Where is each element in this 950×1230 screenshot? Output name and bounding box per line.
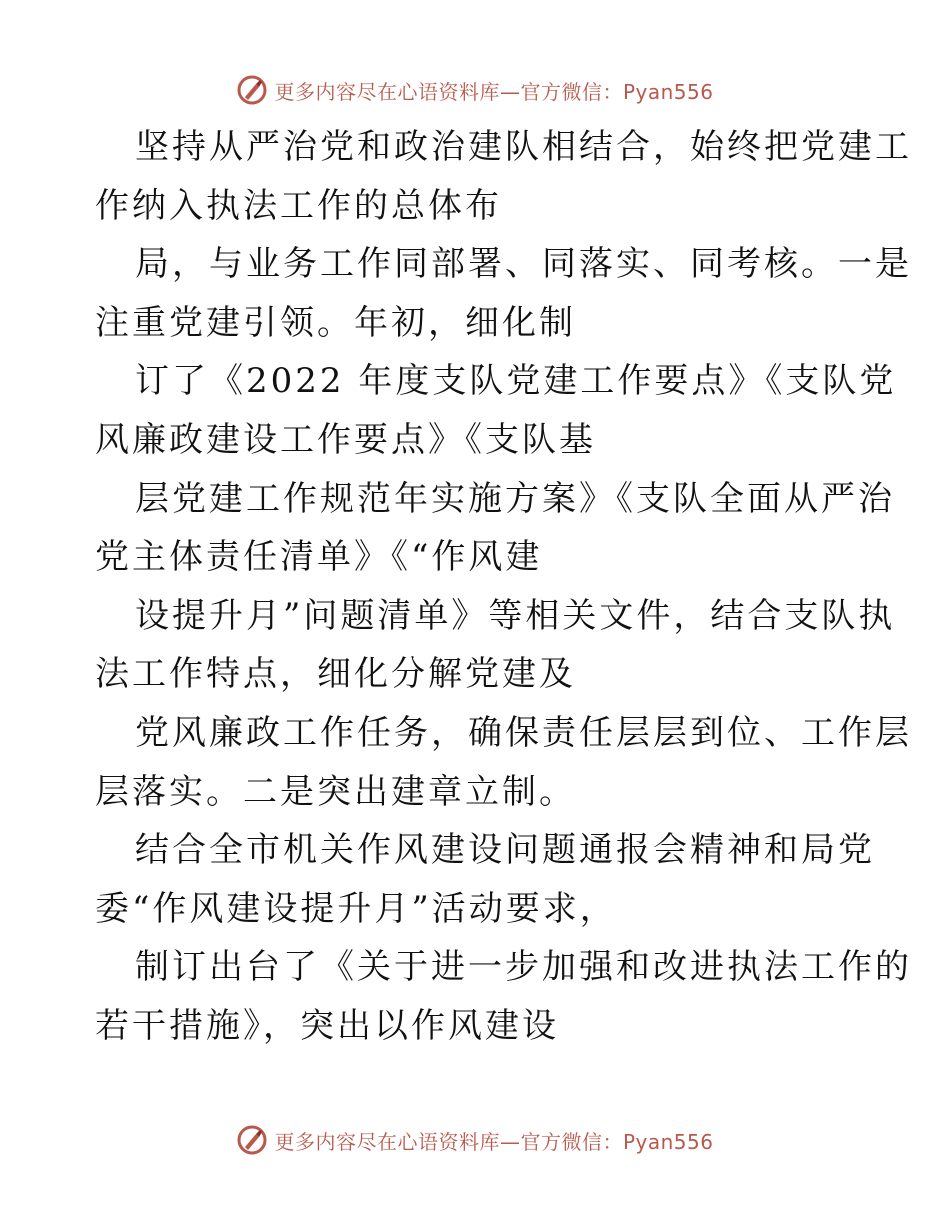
text-line: 坚持从严治党和政治建队相结合，始终把党建工 — [135, 127, 912, 167]
text-line: 作纳入执法工作的总体布 — [95, 185, 502, 226]
header-watermark — [0, 70, 950, 110]
pen-logo-icon — [236, 74, 268, 106]
text-line: 结合全市机关作风建设问题通报会精神和局党 — [135, 830, 875, 871]
text-line: 订了《2022 年度支队党建工作要点》《支队党 — [135, 361, 897, 402]
text-line: 制订出台了《关于进一步加强和改进执法工作的 — [135, 947, 912, 988]
text-line: 层党建工作规范年实施方案》《支队全面从严治 — [135, 478, 895, 519]
text-line: 局，与业务工作同部署、同落实、同考核。一是 — [135, 244, 912, 285]
text-line: 注重党建引领。年初，细化制 — [95, 302, 576, 343]
text-line: 若干措施》，突出以作风建设 — [95, 1005, 559, 1046]
document-body — [95, 118, 912, 1056]
footer-watermark — [0, 1120, 950, 1160]
text-line: 层落实。二是突出建章立制。 — [95, 771, 576, 812]
text-line: 设提升月”问题清单》等相关文件，结合支队执 — [135, 595, 896, 636]
watermark-text: 更多内容尽在心语资料库—官方微信：Pyan556 — [274, 79, 714, 104]
text-line: 党主体责任清单》《“作风建 — [95, 537, 543, 578]
text-line: 风廉政建设工作要点》《支队基 — [95, 419, 596, 460]
pen-logo-icon — [236, 1124, 268, 1156]
watermark-text: 更多内容尽在心语资料库—官方微信：Pyan556 — [274, 1129, 714, 1154]
text-line: 委“作风建设提升月”活动要求， — [95, 888, 617, 929]
text-line: 党风廉政工作任务，确保责任层层到位、工作层 — [135, 712, 912, 753]
text-line: 法工作特点，细化分解党建及 — [95, 654, 576, 695]
